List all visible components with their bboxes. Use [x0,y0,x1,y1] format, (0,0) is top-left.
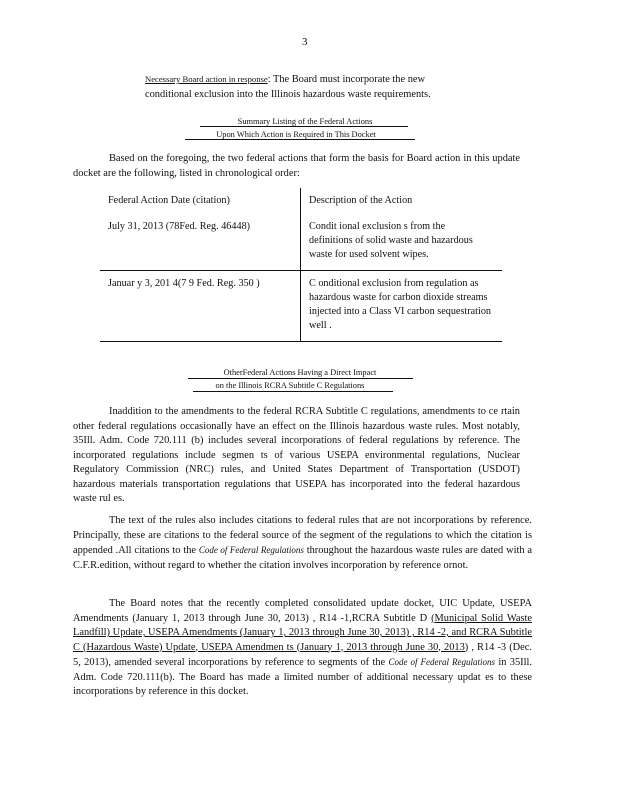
board-text-part1: The Board notes that the recently completed consolidated update docket, UIC Update, USEPA Amendments (January 1, 2013 through June 30, 2013) , R14 -1,RCRA Subtitle D [73,598,532,624]
necessary-action-label: Necessary Board action in response [145,74,268,84]
table-row-1-description: Condit ional exclusion s from the definitions of solid waste and hazardous waste for used solvent wipes. [309,221,473,260]
paragraph-board-notes [73,597,532,700]
table-row-1-date: July 31, 2013 (78Fed. Reg. 46448) [108,221,251,232]
board-cfr-italic: Code of Federal Regulations [388,657,496,667]
necessary-action-text-line1: : The Board must incorporate the new [267,74,426,85]
citations-text-before: The text of the rules also includes citations to federal rules that are not incorporations by reference. Principally, these are citations to the federal source of the segment of the regulations to which the citation is appended .All citations to the [73,515,532,556]
paragraph-addition: Inaddition to the amendments to the federal RCRA Subtitle C regulations, amendments to ce rtain other federal regulations occasionally have an effect on the Illinois hazardous waste rules. Most notably, 35Ill. Adm. Code 720.111 (b) includes several incorporations of federal regulations by reference. The incorporated regulations include segmen ts of various USEPA environmental regulations, Nuclear Regulatory Commission (NRC) rules, and United States Department of Transportation (USDOT) hazardous materials transportation regulations that USEPA has incorporated into the federal hazardous waste rul es. [73,406,520,504]
table-header-date: Federal Action Date (citation) [108,195,230,206]
other-heading-rule-1 [188,378,413,379]
board-underlined-2: (January 1, 2013 through June 30, 2013) [296,641,469,653]
page-number: 3 [302,36,308,48]
summary-heading [180,115,412,141]
other-heading-line1: OtherFederal Actions Having a Direct Impact [223,368,377,377]
table-row [100,271,502,342]
necessary-action-text-line2: conditional exclusion into the Illinois hazardous waste requirements. [145,88,431,100]
other-heading-line2: on the Illinois RCRA Subtitle C Regulations [215,381,365,390]
board-underlined-1: (Municipal Solid Waste Landfill) Update, USEPA Amendments (January 1, 2013 through June 30, 2013) [73,612,532,638]
table-cell-description [301,188,503,271]
table-cell-date [100,188,301,271]
summary-heading-line2: Upon Which Action is Required in This Docket [216,130,376,139]
board-text-part3: , R14 -3 (Dec. 5, 2013), amended several incorporations by reference to segments of the [73,641,532,668]
intro-paragraph: Based on the foregoing, the two federal actions that form the basis for Board action in this update docket are the following, listed in chronological order: [73,153,520,179]
necessary-action-paragraph [145,72,515,102]
table-row-2-date: Januar y 3, 201 4(7 9 Fed. Reg. 350 ) [100,271,301,342]
other-actions-heading [183,366,413,392]
citations-text-after: throughout the hazardous waste rules are dated with a C.F.R.edition, without regard to whether the citation involves incorporation by reference ornot. [73,545,533,571]
federal-actions-table [100,188,502,342]
other-heading-rule-2 [193,391,393,392]
paragraph-citations [73,514,532,573]
board-text-part4: in 35Ill. Adm. Code 720.111(b). The Board has made a limited number of additional necessary updat es to these incorporations by reference in this docket. [73,657,533,697]
board-text-part2: , R14 -2, and RCRA Subtitle C (Hazardous Waste) Update, USEPA Amendmen ts [73,627,532,653]
citations-cfr-italic: Code of Federal Regulations [198,545,304,555]
summary-heading-line1: Summary Listing of the Federal Actions [237,117,373,126]
table-row [100,188,502,271]
table-row-2-description: C onditional exclusion from regulation as hazardous waste for carbon dioxide streams injected into a Class VI carbon sequestration well . [301,271,503,342]
table-header-description: Description of the Action [309,195,413,206]
summary-heading-rule-2 [185,139,415,140]
summary-heading-rule-1 [200,126,408,127]
